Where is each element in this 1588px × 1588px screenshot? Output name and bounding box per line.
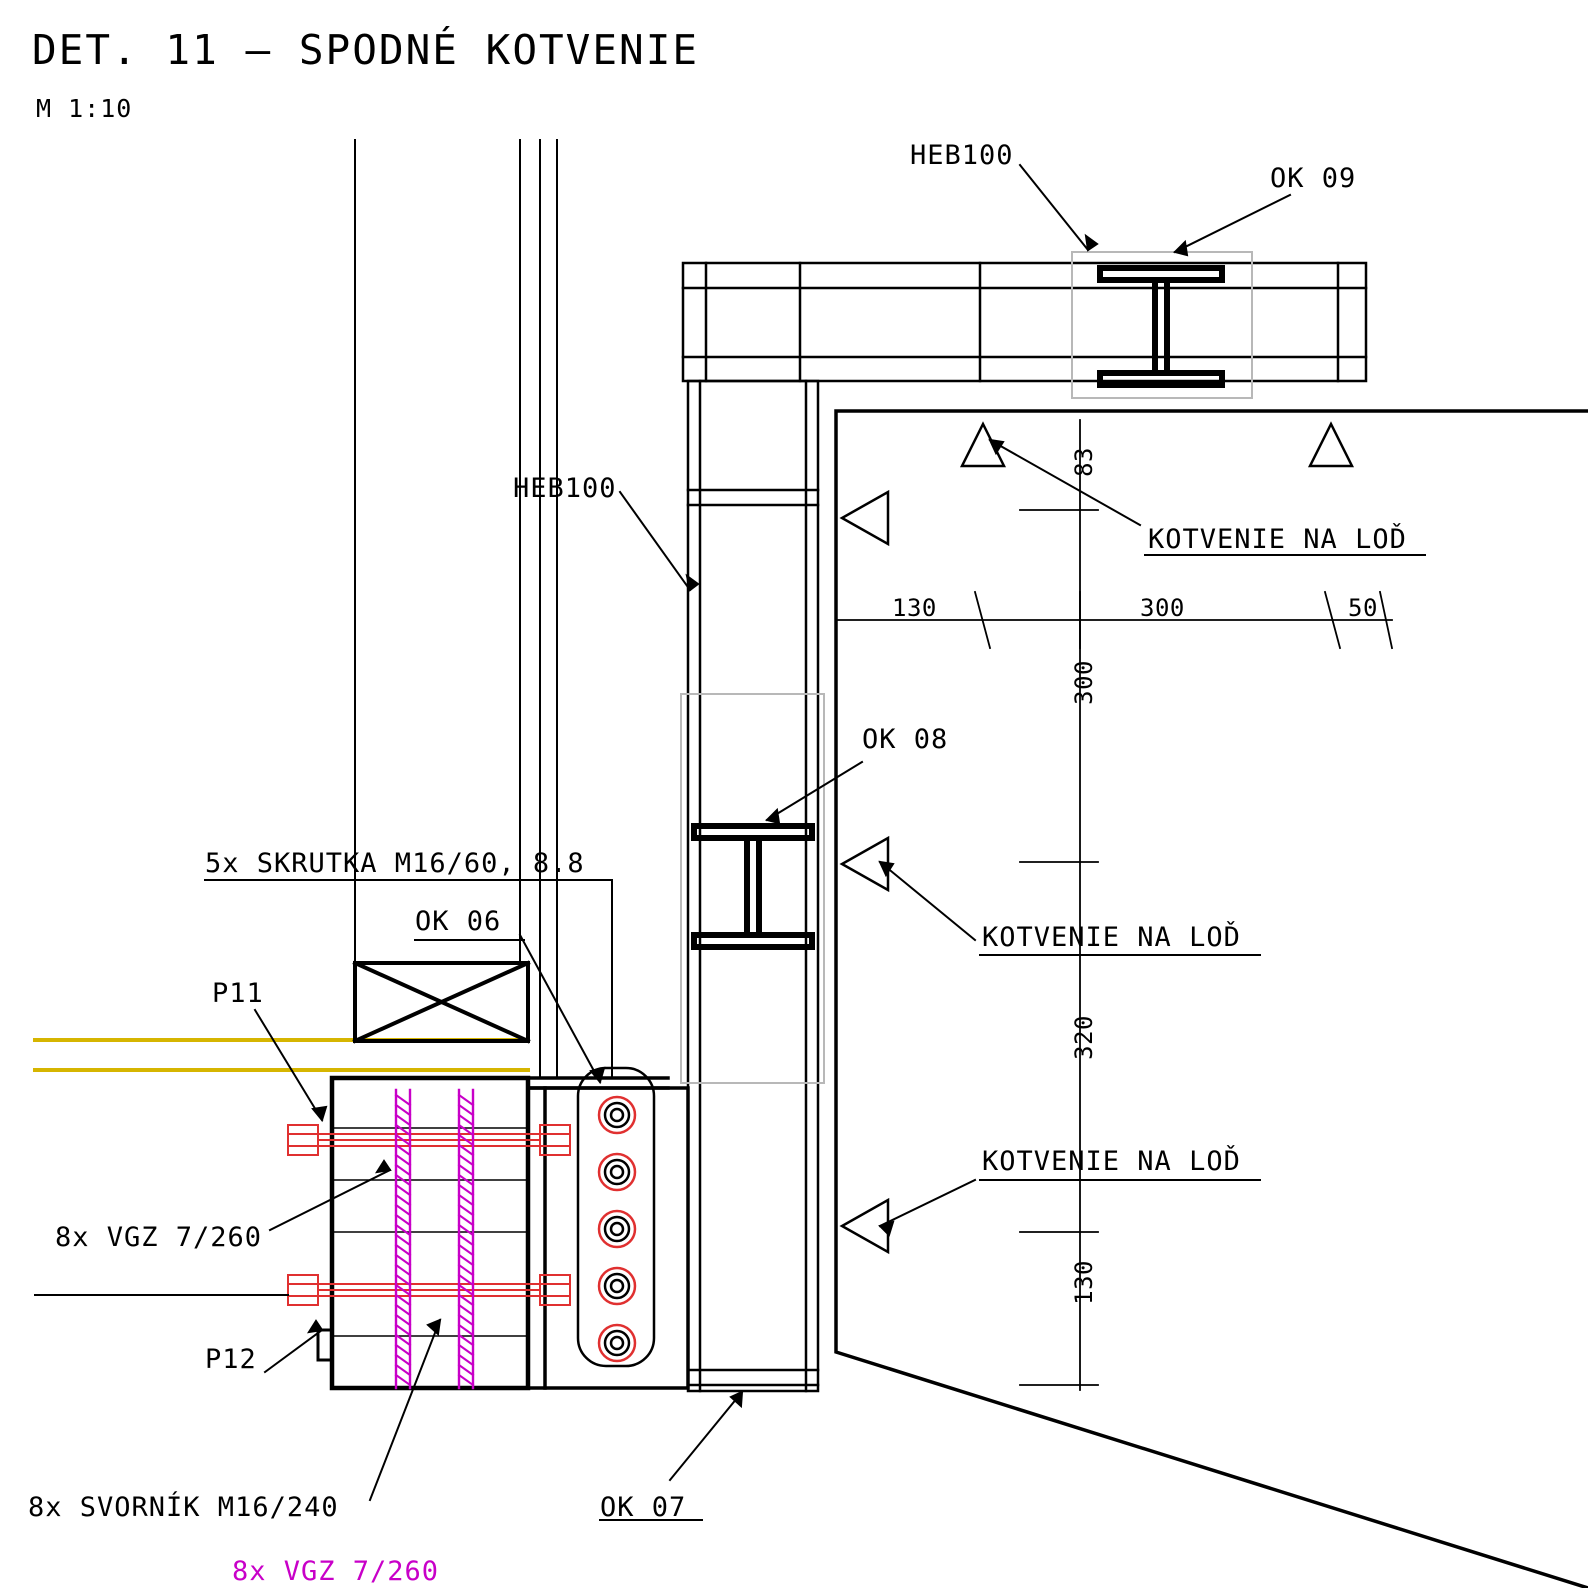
dimension-lines — [836, 420, 1392, 1390]
dim-300-vert: 300 — [1070, 660, 1098, 705]
vgz-thread-pattern — [396, 1095, 473, 1385]
ok06-box — [355, 963, 528, 1041]
label-svornik: 8x SVORNÍK M16/240 — [28, 1492, 339, 1523]
timber-block — [332, 1078, 528, 1388]
label-heb100-left: HEB100 — [513, 473, 617, 504]
label-p12: P12 — [205, 1344, 257, 1375]
ghost-box-mid — [681, 694, 824, 1083]
ok08-profile — [694, 826, 812, 947]
dim-50: 50 — [1348, 594, 1378, 622]
dim-83: 83 — [1070, 447, 1098, 477]
label-anchor-3: KOTVENIE NA LOĎ — [982, 1146, 1241, 1177]
dim-320: 320 — [1070, 1015, 1098, 1060]
dim-130-top: 130 — [892, 594, 937, 622]
vertical-column — [688, 381, 818, 1391]
label-ok07: OK 07 — [600, 1492, 687, 1523]
label-p11: P11 — [212, 978, 264, 1009]
heb100-profile-top — [1100, 268, 1222, 385]
label-screws-m16: 5x SKRUTKA M16/60, 8.8 — [205, 848, 585, 879]
bolt-heads — [599, 1097, 635, 1361]
timber-block-layers — [332, 1128, 528, 1336]
label-ok09: OK 09 — [1270, 163, 1357, 194]
hull-outline — [836, 411, 1588, 1588]
drawing-scale: M 1:10 — [36, 94, 133, 123]
dim-130-bottom: 130 — [1070, 1260, 1098, 1305]
label-ok06: OK 06 — [415, 906, 502, 937]
label-heb100-top: HEB100 — [910, 140, 1014, 171]
label-vgz-bottom: 8x VGZ 7/260 — [232, 1556, 440, 1587]
label-anchor-1: KOTVENIE NA LOĎ — [1148, 524, 1407, 555]
label-vgz: 8x VGZ 7/260 — [55, 1222, 263, 1253]
dim-300-horiz: 300 — [1140, 594, 1185, 622]
drawing-title: DET. 11 – SPODNÉ KOTVENIE — [32, 26, 700, 74]
top-deck-assembly — [683, 263, 1366, 381]
upper-thin-lines — [355, 140, 557, 1078]
label-underlines — [205, 555, 1425, 1520]
label-ok08: OK 08 — [862, 724, 949, 755]
label-anchor-2: KOTVENIE NA LOĎ — [982, 922, 1241, 953]
